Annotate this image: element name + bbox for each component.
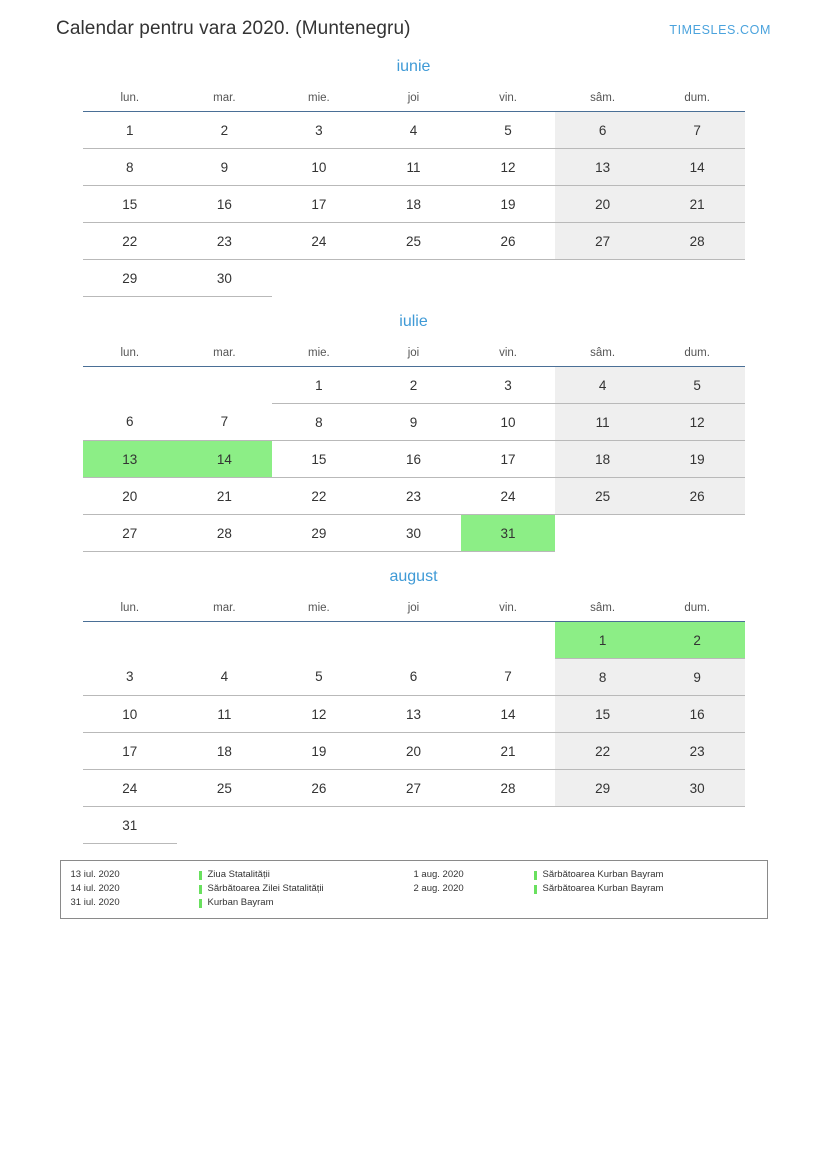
week-row xyxy=(83,515,745,552)
week-row xyxy=(83,733,745,770)
day-cell-empty xyxy=(83,622,178,659)
day-cell-holiday[interactable]: 13 xyxy=(83,441,178,478)
day-cell-empty xyxy=(272,807,367,844)
weekday-header: vin. xyxy=(461,88,556,112)
day-cell[interactable]: 9 xyxy=(650,659,745,696)
day-cell-holiday[interactable]: 31 xyxy=(461,515,556,552)
legend-item xyxy=(71,868,414,882)
holiday-color-swatch-icon xyxy=(199,899,202,908)
day-cell[interactable]: 21 xyxy=(177,478,272,515)
day-cell[interactable]: 6 xyxy=(555,112,650,149)
day-cell[interactable]: 4 xyxy=(555,367,650,404)
weekday-header: mie. xyxy=(272,598,367,622)
weekday-header: dum. xyxy=(650,598,745,622)
day-cell[interactable]: 29 xyxy=(272,515,367,552)
day-cell[interactable]: 15 xyxy=(272,441,367,478)
day-cell[interactable]: 24 xyxy=(461,478,556,515)
day-cell[interactable]: 12 xyxy=(272,696,367,733)
page-title: Calendar pentru vara 2020. (Muntenegru) xyxy=(56,18,411,39)
legend-label: Sărbătoarea Kurban Bayram xyxy=(542,869,664,880)
day-cell[interactable]: 17 xyxy=(461,441,556,478)
day-cell[interactable]: 18 xyxy=(177,733,272,770)
legend-item xyxy=(71,896,414,910)
day-cell[interactable]: 24 xyxy=(272,223,367,260)
day-cell[interactable]: 31 xyxy=(83,807,178,844)
weekday-header: sâm. xyxy=(555,88,650,112)
day-cell[interactable]: 13 xyxy=(555,149,650,186)
day-cell[interactable]: 6 xyxy=(83,404,178,441)
day-cell[interactable]: 14 xyxy=(650,149,745,186)
week-row xyxy=(83,149,745,186)
weekday-header-row xyxy=(83,343,745,367)
holiday-color-swatch-icon xyxy=(534,885,537,894)
day-cell[interactable]: 12 xyxy=(461,149,556,186)
day-cell[interactable]: 17 xyxy=(272,186,367,223)
day-cell[interactable]: 6 xyxy=(366,659,461,696)
weekday-header: mar. xyxy=(177,343,272,367)
day-cell[interactable]: 4 xyxy=(366,112,461,149)
day-cell[interactable]: 29 xyxy=(555,770,650,807)
day-cell-empty xyxy=(366,622,461,659)
weekday-header: joi xyxy=(366,598,461,622)
day-cell[interactable]: 30 xyxy=(177,260,272,297)
day-cell[interactable]: 25 xyxy=(366,223,461,260)
day-cell[interactable]: 27 xyxy=(555,223,650,260)
day-cell[interactable]: 30 xyxy=(650,770,745,807)
weekday-header: dum. xyxy=(650,88,745,112)
day-cell[interactable]: 17 xyxy=(83,733,178,770)
week-row xyxy=(83,696,745,733)
day-cell[interactable]: 9 xyxy=(177,149,272,186)
site-brand: TIMESLES.COM xyxy=(669,23,771,37)
day-cell[interactable]: 26 xyxy=(272,770,367,807)
day-cell[interactable]: 27 xyxy=(366,770,461,807)
weekday-header: sâm. xyxy=(555,343,650,367)
day-cell[interactable]: 7 xyxy=(177,404,272,441)
day-cell[interactable]: 28 xyxy=(461,770,556,807)
day-cell[interactable]: 11 xyxy=(555,404,650,441)
holiday-color-swatch-icon xyxy=(199,871,202,880)
day-cell[interactable]: 14 xyxy=(461,696,556,733)
day-cell[interactable]: 7 xyxy=(461,659,556,696)
day-cell-empty xyxy=(555,260,650,297)
week-row xyxy=(83,441,745,478)
legend-column-right xyxy=(414,868,757,910)
day-cell[interactable]: 23 xyxy=(650,733,745,770)
month-table xyxy=(83,88,745,297)
day-cell[interactable]: 22 xyxy=(555,733,650,770)
day-cell[interactable]: 22 xyxy=(272,478,367,515)
day-cell[interactable]: 16 xyxy=(650,696,745,733)
week-row xyxy=(83,770,745,807)
day-cell[interactable]: 3 xyxy=(83,659,178,696)
legend-column-left xyxy=(71,868,414,910)
month-block xyxy=(56,568,771,844)
legend-date: 2 aug. 2020 xyxy=(413,883,464,894)
weekday-header-row xyxy=(83,598,745,622)
day-cell[interactable]: 28 xyxy=(650,223,745,260)
day-cell-empty xyxy=(177,622,272,659)
day-cell[interactable]: 28 xyxy=(177,515,272,552)
weekday-header: joi xyxy=(366,343,461,367)
holiday-color-swatch-icon xyxy=(534,871,537,880)
day-cell[interactable]: 20 xyxy=(555,186,650,223)
legend-date: 1 aug. 2020 xyxy=(413,869,464,880)
day-cell-holiday[interactable]: 1 xyxy=(555,622,650,659)
day-cell[interactable]: 16 xyxy=(177,186,272,223)
legend-date: 13 iul. 2020 xyxy=(70,869,120,880)
day-cell[interactable]: 27 xyxy=(83,515,178,552)
weekday-header: mie. xyxy=(272,343,367,367)
day-cell-empty xyxy=(555,807,650,844)
legend-item xyxy=(414,882,757,896)
day-cell[interactable]: 26 xyxy=(461,223,556,260)
day-cell-empty xyxy=(650,260,745,297)
legend-item xyxy=(414,868,757,882)
day-cell[interactable]: 4 xyxy=(177,659,272,696)
day-cell[interactable]: 3 xyxy=(272,112,367,149)
day-cell-holiday[interactable]: 2 xyxy=(650,622,745,659)
day-cell-empty xyxy=(650,515,745,552)
weekday-header: lun. xyxy=(83,598,178,622)
month-block xyxy=(56,313,771,552)
weekday-header-row xyxy=(83,88,745,112)
weekday-header: vin. xyxy=(461,598,556,622)
day-cell[interactable]: 2 xyxy=(177,112,272,149)
week-row xyxy=(83,112,745,149)
day-cell[interactable]: 10 xyxy=(461,404,556,441)
day-cell[interactable]: 25 xyxy=(555,478,650,515)
day-cell[interactable]: 20 xyxy=(83,478,178,515)
weekday-header: lun. xyxy=(83,343,178,367)
weekday-header: vin. xyxy=(461,343,556,367)
day-cell[interactable]: 1 xyxy=(272,367,367,404)
legend-label: Sărbătoarea Kurban Bayram xyxy=(542,883,664,894)
day-cell[interactable]: 22 xyxy=(83,223,178,260)
month-name: august xyxy=(389,568,438,585)
day-cell-empty xyxy=(83,367,178,404)
day-cell[interactable]: 19 xyxy=(461,186,556,223)
weekday-header: joi xyxy=(366,88,461,112)
day-cell[interactable]: 8 xyxy=(555,659,650,696)
legend-label: Sărbătoarea Zilei Statalității xyxy=(207,883,324,894)
day-cell-empty xyxy=(177,367,272,404)
day-cell[interactable]: 18 xyxy=(555,441,650,478)
day-cell-empty xyxy=(461,260,556,297)
week-row xyxy=(83,622,745,659)
day-cell[interactable]: 11 xyxy=(177,696,272,733)
page-header xyxy=(56,18,771,40)
day-cell[interactable]: 12 xyxy=(650,404,745,441)
day-cell[interactable]: 11 xyxy=(366,149,461,186)
months-container xyxy=(56,58,771,844)
weekday-header: sâm. xyxy=(555,598,650,622)
holiday-color-swatch-icon xyxy=(199,885,202,894)
day-cell[interactable]: 8 xyxy=(272,404,367,441)
legend-date: 14 iul. 2020 xyxy=(70,883,120,894)
legend-label: Ziua Statalității xyxy=(207,869,270,880)
weekday-header: mie. xyxy=(272,88,367,112)
day-cell[interactable]: 16 xyxy=(366,441,461,478)
legend-item xyxy=(71,882,414,896)
month-name: iulie xyxy=(399,313,428,330)
day-cell[interactable]: 10 xyxy=(83,696,178,733)
week-row xyxy=(83,223,745,260)
week-row xyxy=(83,478,745,515)
day-cell[interactable]: 8 xyxy=(83,149,178,186)
week-row xyxy=(83,260,745,297)
day-cell[interactable]: 13 xyxy=(366,696,461,733)
day-cell[interactable]: 18 xyxy=(366,186,461,223)
day-cell[interactable]: 23 xyxy=(177,223,272,260)
day-cell[interactable]: 29 xyxy=(83,260,178,297)
week-row xyxy=(83,404,745,441)
day-cell[interactable]: 21 xyxy=(650,186,745,223)
weekday-header: mar. xyxy=(177,598,272,622)
day-cell-empty xyxy=(272,260,367,297)
day-cell[interactable]: 23 xyxy=(366,478,461,515)
day-cell[interactable]: 19 xyxy=(272,733,367,770)
day-cell-empty xyxy=(650,807,745,844)
day-cell[interactable]: 10 xyxy=(272,149,367,186)
day-cell[interactable]: 19 xyxy=(650,441,745,478)
day-cell-holiday[interactable]: 14 xyxy=(177,441,272,478)
day-cell[interactable]: 5 xyxy=(272,659,367,696)
weekday-header: lun. xyxy=(83,88,178,112)
month-table xyxy=(83,343,745,552)
weekday-header: mar. xyxy=(177,88,272,112)
month-name: iunie xyxy=(396,58,431,75)
week-row xyxy=(83,807,745,844)
legend-label: Kurban Bayram xyxy=(207,897,274,908)
month-table xyxy=(83,598,745,844)
week-row xyxy=(83,186,745,223)
legend-box xyxy=(60,860,768,919)
day-cell[interactable]: 24 xyxy=(83,770,178,807)
week-row xyxy=(83,659,745,696)
day-cell[interactable]: 5 xyxy=(650,367,745,404)
day-cell[interactable]: 20 xyxy=(366,733,461,770)
day-cell[interactable]: 30 xyxy=(366,515,461,552)
month-block xyxy=(56,58,771,297)
day-cell[interactable]: 25 xyxy=(177,770,272,807)
day-cell[interactable]: 21 xyxy=(461,733,556,770)
day-cell-empty xyxy=(177,807,272,844)
day-cell-empty xyxy=(366,260,461,297)
day-cell[interactable]: 7 xyxy=(650,112,745,149)
day-cell-empty xyxy=(555,515,650,552)
day-cell[interactable]: 5 xyxy=(461,112,556,149)
day-cell-empty xyxy=(366,807,461,844)
day-cell[interactable]: 1 xyxy=(83,112,178,149)
day-cell[interactable]: 9 xyxy=(366,404,461,441)
day-cell-empty xyxy=(461,807,556,844)
day-cell[interactable]: 2 xyxy=(366,367,461,404)
day-cell[interactable]: 15 xyxy=(83,186,178,223)
day-cell-empty xyxy=(461,622,556,659)
week-row xyxy=(83,367,745,404)
day-cell[interactable]: 15 xyxy=(555,696,650,733)
day-cell-empty xyxy=(272,622,367,659)
day-cell[interactable]: 3 xyxy=(461,367,556,404)
day-cell[interactable]: 26 xyxy=(650,478,745,515)
legend-date: 31 iul. 2020 xyxy=(70,897,120,908)
weekday-header: dum. xyxy=(650,343,745,367)
